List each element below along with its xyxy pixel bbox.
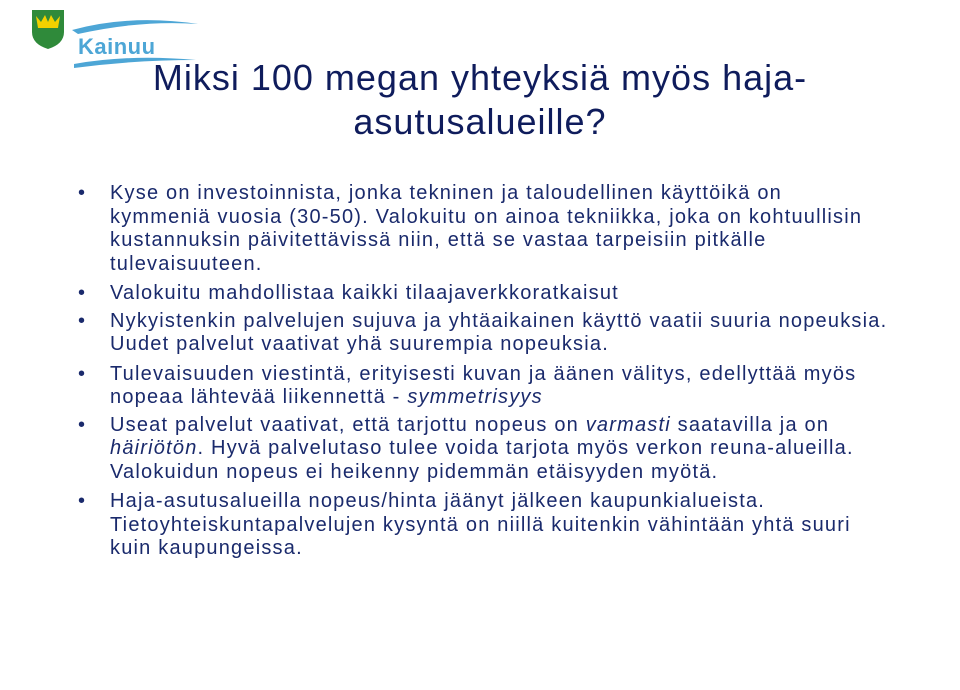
bullet-dot: • [78, 413, 87, 436]
bullet-dot: • [78, 282, 87, 304]
bullet-item [78, 182, 888, 276]
bullet-item [78, 282, 888, 306]
bullet-text: Useat palvelut vaativat, että tarjottu nopeus on [110, 413, 586, 436]
bullet-dot: • [78, 309, 87, 332]
logo-text: Kainuu [78, 34, 156, 59]
bullet-text: Tulevaisuuden viestintä, erityisesti kuvan ja äänen välitys, edellyttää myös nopeaa lähtevää liikennettä - [110, 362, 857, 408]
bullet-item [78, 363, 888, 410]
bullet-emphasis: häiriötön [110, 437, 198, 459]
bullet-text: saatavilla ja on [670, 413, 830, 436]
shield-icon [30, 8, 66, 50]
bullet-dot: • [78, 490, 87, 512]
title-line-1: Miksi 100 megan yhteyksiä myös haja- [152, 57, 808, 98]
bullet-emphasis: symmetrisyys [407, 386, 543, 408]
bullet-text: Nykyistenkin palvelujen sujuva ja yhtäaikainen käyttö vaatii suuria nopeuksia. Uudet palvelut vaativat yhä suurempia nopeuksia. [110, 309, 888, 355]
bullet-text: Valokuitu mahdollistaa kaikki tilaajaverkkoratkaisut [110, 282, 619, 304]
bullet-dot: • [78, 182, 87, 204]
title-line-2: asutusalueille? [353, 101, 607, 142]
bullet-item [78, 310, 888, 357]
bullet-text: . Hyvä palvelutaso tulee voida tarjota myös verkon reuna-alueilla. Valokuidun nopeus ei heikenny pidemmän etäisyyden myötä. [110, 437, 854, 483]
bullet-text: Haja-asutusalueilla nopeus/hinta jäänyt jälkeen kaupunkialueista. Tietoyhteiskuntapalvelujen kysyntä on niillä kuitenkin vähintään yhtä suuri kuin kaupungeissa. [110, 490, 851, 559]
bullet-text: Kyse on investoinnista, jonka tekninen ja taloudellinen käyttöikä on kymmeniä vuosia (30-50). Valokuitu on ainoa tekniikka, joka on kohtuullisin kustannuksin päivitettävissä niin, että se vastaa tarpeisiin pitkälle tulevaisuuteen. [110, 182, 863, 275]
bullet-emphasis: varmasti [585, 413, 671, 436]
bullet-list [78, 182, 888, 567]
bullet-item [78, 490, 888, 561]
bullet-dot: • [78, 362, 87, 385]
bullet-item [78, 414, 888, 485]
slide-title [40, 56, 920, 144]
